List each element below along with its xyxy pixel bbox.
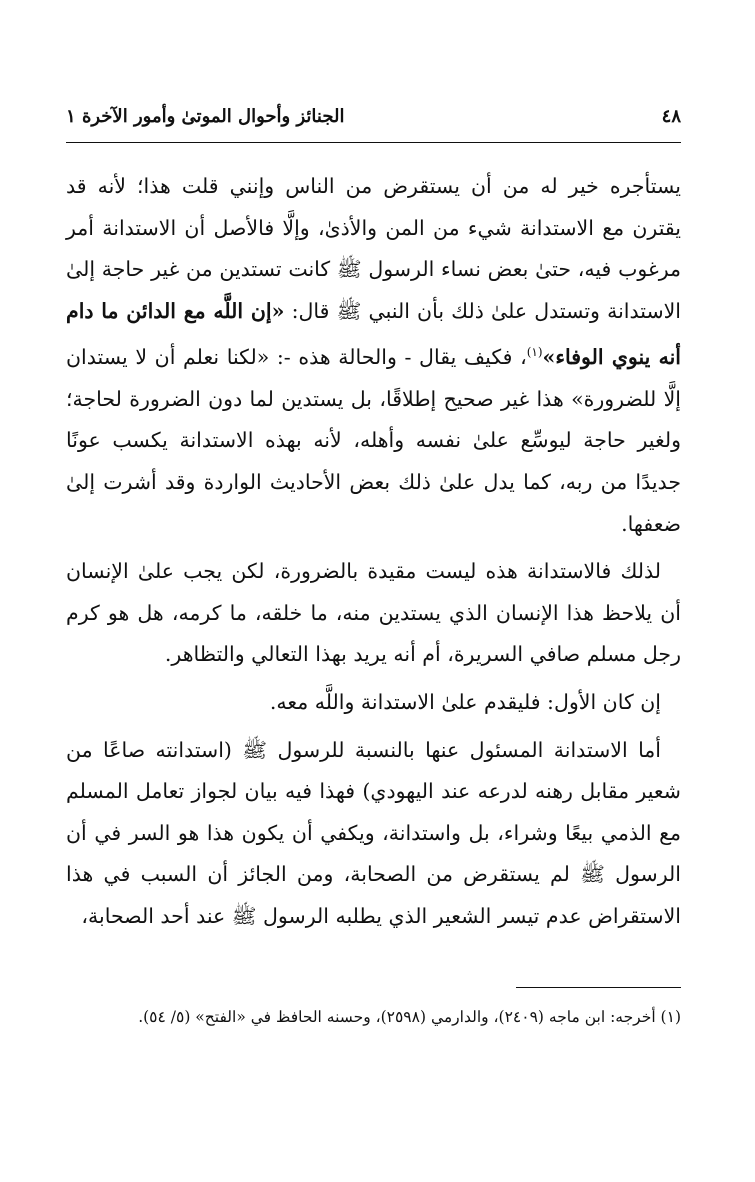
page-number: ٤٨ [661, 106, 681, 127]
footnote: (١) أخرجه: ابن ماجه (٢٤٠٩)، والدارمي (٢٥٩٨)، وحسنه الحافظ في «الفتح» (٥/ ٥٤). [138, 1008, 681, 1026]
hadith-quote: «إن اللَّه مع الدائن ما دام أنه ينوي الوفاء» [66, 298, 681, 370]
main-text [66, 166, 681, 938]
page-header [66, 106, 681, 127]
header-rule [66, 142, 681, 143]
footnote-rule [516, 987, 681, 988]
paragraph-4: أما الاستدانة المسئول عنها بالنسبة للرسول ﷺ (استدانته صاعًا من شعير مقابل رهنه لدرعه عند اليهودي) فهذا فيه بيان لجواز تعامل المسلم مع الذمي بيعًا وشراء، بل واستدانة، ويكفي أن يكون هذا هو السر في أن الرسول ﷺ لم يستقرض من الصحابة، ومن الجائز أن السبب في هذا الاستقراض عدم تيسر الشعير الذي يطلبه الرسول ﷺ عند أحد الصحابة، [66, 737, 681, 928]
paragraph-2: لذلك فالاستدانة هذه ليست مقيدة بالضرورة، لكن يجب علىٰ الإنسان أن يلاحظ هذا الإنسان الذي يستدين منه، ما خلقه، ما كرمه، هل هو كرم رجل مسلم صافي السريرة، أم أنه يريد بهذا التعالي والتظاهر. [66, 559, 681, 667]
paragraph-3: إن كان الأول: فليقدم علىٰ الاستدانة واللَّه معه. [269, 689, 661, 714]
paragraph-1-part-1: يستأجره خير له من أن يستقرض من الناس وإنني قلت هذا؛ لأنه قد يقترن مع الاستدانة شيء من المن والأذىٰ، وإلَّا فالأصل أن الاستدانة أمر مرغوب فيه، حتىٰ بعض نساء الرسول ﷺ كانت تستدين من غير حاجة إلىٰ الاستدانة وتستدل علىٰ ذلك بأن النبي ﷺ قال: [66, 174, 682, 323]
footnote-reference[interactable]: (١) [526, 345, 543, 360]
paragraph-1 [66, 166, 681, 545]
running-title: الجنائز وأحوال الموتىٰ وأمور الآخرة ١ [66, 106, 345, 127]
paragraph-1-part-2: ، فكيف يقال - والحالة هذه -: «لكنا نعلم أن لا يستدان إلَّا للضرورة» هذا غير صحيح إطلاقًا، بل يستدين لما دون الضرورة لحاجة؛ ولغير حاجة ليوسِّع علىٰ نفسه وأهله، لأنه بهذه الاستدانة يكسب عونًا جديدًا من ربه، كما يدل علىٰ ذلك بعض الأحاديث الواردة وقد أشرت إلىٰ ضعفها. [66, 345, 681, 536]
